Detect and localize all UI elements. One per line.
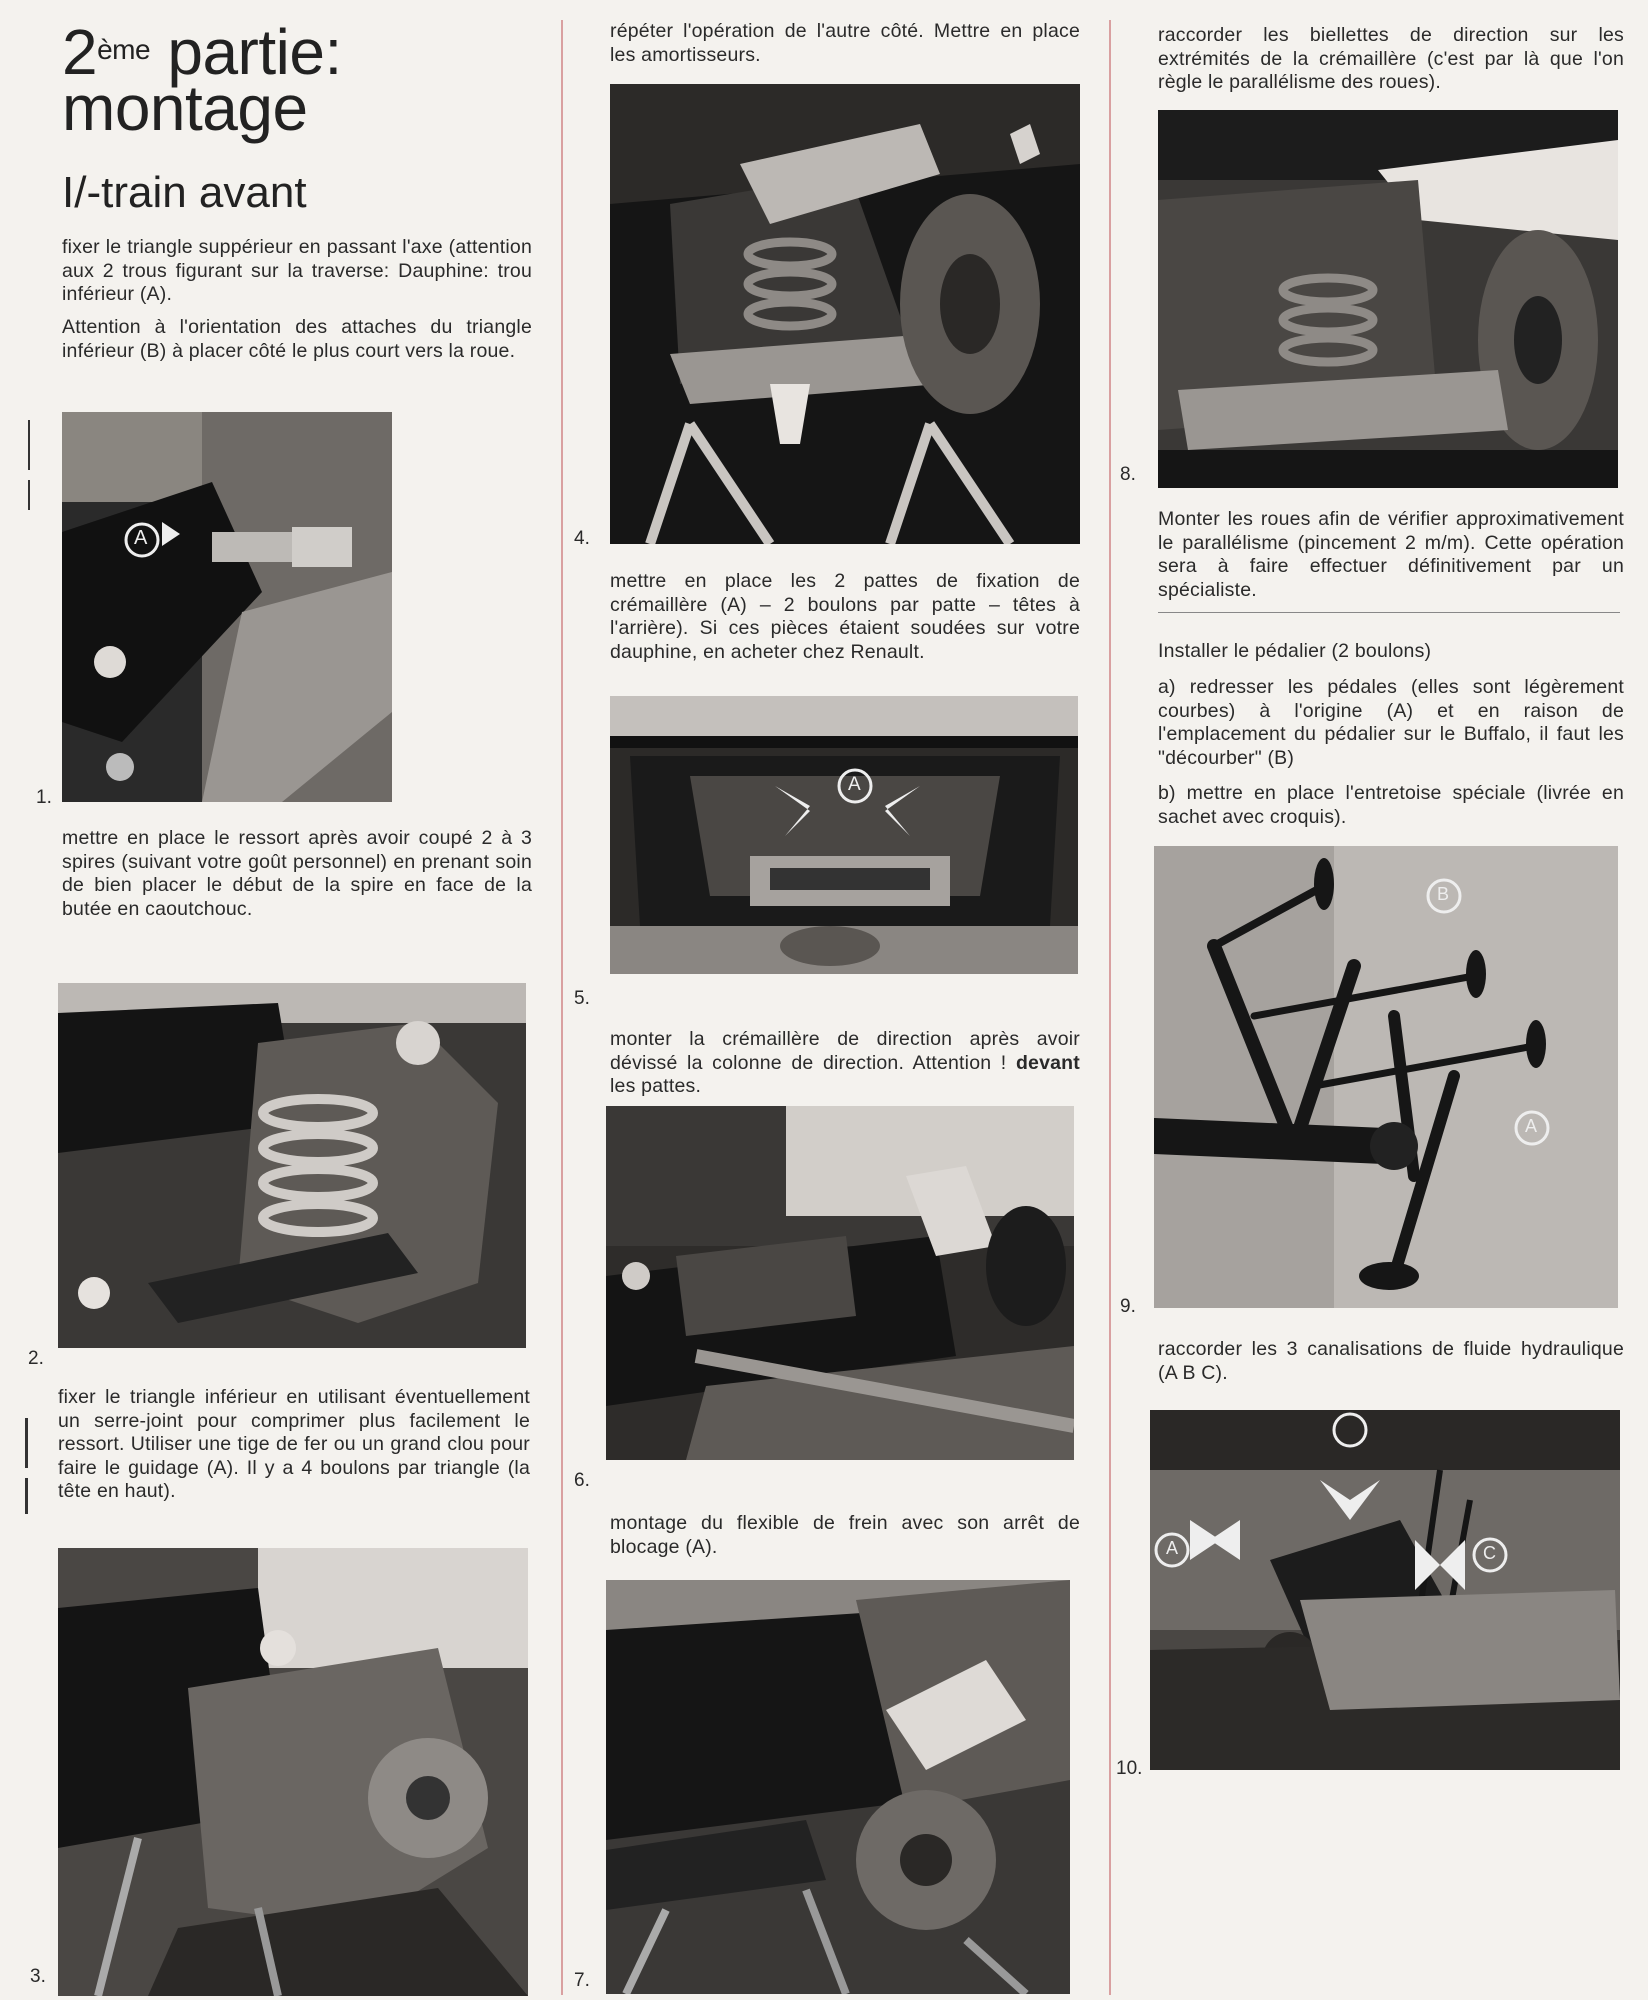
paragraph: Attention à l'orientation des attaches du triangle inférieur (B) à placer côté le plus court vers la roue. bbox=[62, 316, 532, 362]
figure-number: 7. bbox=[574, 1970, 590, 1991]
figure-number: 2. bbox=[28, 1348, 44, 1369]
photo-figure-8 bbox=[1158, 110, 1618, 488]
column-divider bbox=[1109, 20, 1111, 1995]
paragraph: montage du flexible de frein avec son arrêt de blocage (A). bbox=[610, 1512, 1080, 1558]
photo-figure-2 bbox=[58, 983, 526, 1348]
photo-figure-3 bbox=[58, 1548, 528, 1996]
paragraph: mettre en place les 2 pattes de fixation de crémaillère (A) – 2 boulons par patte – têtes à l'arrière). Si ces pièces étaient soudées sur votre dauphine, en acheter chez Renault. bbox=[610, 570, 1080, 663]
photo-label-a: A bbox=[848, 774, 861, 795]
title-line2: montage bbox=[62, 72, 308, 144]
photo-figure-1 bbox=[62, 412, 392, 802]
figure-number: 9. bbox=[1120, 1296, 1136, 1317]
photo-figure-10 bbox=[1150, 1410, 1620, 1770]
photo-figure-4 bbox=[610, 84, 1080, 544]
paragraph: mettre en place le ressort après avoir coupé 2 à 3 spires (suivant votre goût personnel) en prenant soin de bien placer le début de la spire en face de la butée en caoutchouc. bbox=[62, 827, 532, 920]
paragraph: répéter l'opération de l'autre côté. Mettre en place les amortisseurs. bbox=[610, 20, 1080, 66]
paragraph-text: monter la crémaillère de direction après avoir dévissé la colonne de direction. Attention ! bbox=[610, 1028, 1080, 1074]
paragraph: fixer le triangle inférieur en utilisant éventuellement un serre-joint pour comprimer plus facilement le ressort. Utiliser une tige de fer ou un grand clou pour faire le guidage (A). Il y a 4 boulons par triangle (la tête en haut). bbox=[58, 1386, 530, 1502]
figure-number: 6. bbox=[574, 1470, 590, 1491]
photo-figure-7 bbox=[606, 1580, 1070, 1994]
margin-mark bbox=[28, 420, 30, 470]
photo-label-c: C bbox=[1483, 1543, 1496, 1563]
page-title bbox=[62, 16, 542, 144]
photo-figure-9 bbox=[1154, 846, 1618, 1308]
paragraph: a) redresser les pédales (elles sont légèrement courbes) à l'origine (A) et en raison de l'emplacement du pédalier sur le Buffalo, il faut les "décourber" (B) bbox=[1158, 676, 1624, 769]
figure-number: 10. bbox=[1116, 1758, 1143, 1779]
section-divider bbox=[1158, 612, 1620, 613]
photo-label-a: A bbox=[134, 527, 148, 549]
paragraph-bold: devant bbox=[1015, 1051, 1080, 1074]
figure-number: 3. bbox=[30, 1966, 46, 1987]
paragraph: Monter les roues afin de vérifier approximativement le parallélisme (pincement 2 m/m). Cette opération sera à faire effectuer définitivement par un spécialiste. bbox=[1158, 508, 1624, 601]
figure-number: 1. bbox=[36, 787, 52, 808]
paragraph: Installer le pédalier (2 boulons) bbox=[1158, 640, 1432, 662]
photo-figure-5 bbox=[610, 696, 1078, 974]
paragraph: raccorder les biellettes de direction sur les extrémités de la crémaillère (c'est par là que l'on règle le parallélisme des roues). bbox=[1158, 24, 1624, 93]
paragraph: raccorder les 3 canalisations de fluide hydraulique (A B C). bbox=[1158, 1338, 1624, 1384]
photo-label-b: B bbox=[1437, 884, 1450, 904]
title-number: 2 bbox=[62, 16, 98, 88]
paragraph bbox=[610, 1028, 1080, 1099]
margin-mark bbox=[25, 1418, 28, 1468]
title-word: partie: bbox=[150, 16, 342, 88]
figure-number: 8. bbox=[1120, 464, 1136, 485]
figure-number: 4. bbox=[574, 528, 590, 549]
margin-mark bbox=[25, 1478, 28, 1514]
paragraph-text: les pattes. bbox=[610, 1075, 702, 1097]
section-heading: I/-train avant bbox=[62, 168, 307, 217]
photo-label-a: A bbox=[1525, 1116, 1538, 1136]
figure-number: 5. bbox=[574, 988, 590, 1009]
paragraph: b) mettre en place l'entretoise spéciale (livrée en sachet avec croquis). bbox=[1158, 782, 1624, 828]
paragraph: fixer le triangle suppérieur en passant l'axe (attention aux 2 trous figurant sur la traverse: Dauphine: trou inférieur (A). bbox=[62, 236, 532, 305]
photo-label-a: A bbox=[1166, 1538, 1179, 1558]
margin-mark bbox=[28, 480, 30, 510]
title-superscript: ème bbox=[97, 34, 151, 65]
photo-figure-6 bbox=[606, 1106, 1074, 1460]
column-divider bbox=[561, 20, 563, 1995]
